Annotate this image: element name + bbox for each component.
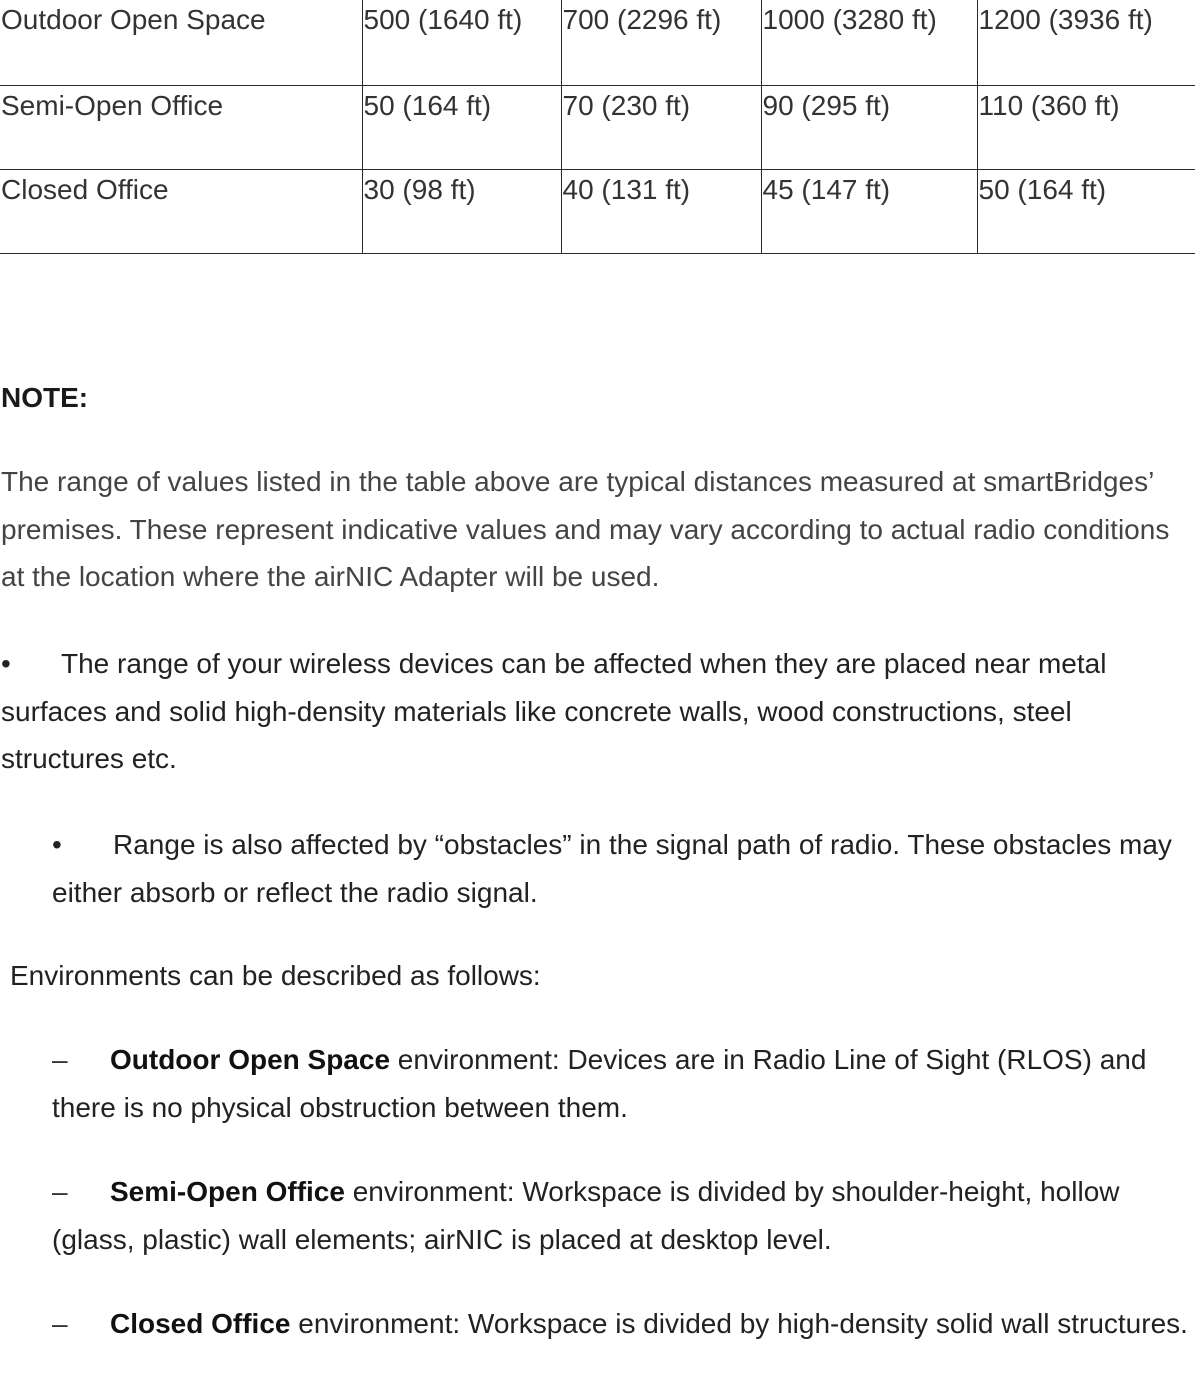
range-cell: 500 (1640 ft) [362,0,561,85]
bullet-item [52,821,1192,916]
environment-name: Outdoor Open Space [110,1044,391,1075]
range-cell: 700 (2296 ft) [561,0,761,85]
table-row [0,0,1195,85]
environment-description: environment: Workspace is divided by high-density solid wall structures. [290,1308,1188,1339]
range-cell: 110 (360 ft) [977,85,1195,169]
environment-description: environment: Workspace is divided by shoulder-height, hollow (glass, plastic) wall elements; airNIC is placed at desktop level. [52,1176,1120,1255]
bullet-text: The range of your wireless devices can be affected when they are placed near metal surfaces and solid high-density materials like concrete walls, wood constructions, steel structures etc. [1,648,1107,774]
environment-item-semi-open [52,1168,1192,1263]
environment-cell: Closed Office [0,169,362,253]
environment-cell: Outdoor Open Space [0,0,362,85]
bullet-icon: • [52,829,62,860]
range-cell: 45 (147 ft) [761,169,977,253]
range-cell: 1000 (3280 ft) [761,0,977,85]
environment-name: Closed Office [110,1308,291,1339]
note-paragraph: The range of values listed in the table above are typical distances measured at smartBridges’ premises. These represent indicative values and may vary according to actual radio conditions at the location where the airNIC Adapter will be used. [1,466,1170,592]
environment-item-closed [52,1300,1192,1348]
range-cell: 30 (98 ft) [362,169,561,253]
range-cell: 40 (131 ft) [561,169,761,253]
range-cell: 50 (164 ft) [362,85,561,169]
environment-description: environment: Devices are in Radio Line of Sight (RLOS) and there is no physical obstruction between them. [52,1044,1147,1123]
environments-intro: Environments can be described as follows: [10,960,541,991]
range-cell: 70 (230 ft) [561,85,761,169]
environment-cell: Semi-Open Office [0,85,362,169]
range-cell: 90 (295 ft) [761,85,977,169]
note-title: NOTE: [1,382,89,413]
dash-icon: – [52,1176,68,1207]
range-cell: 1200 (3936 ft) [977,0,1195,85]
dash-icon: – [52,1044,68,1075]
range-cell: 50 (164 ft) [977,169,1195,253]
bullet-text: Range is also affected by “obstacles” in the signal path of radio. These obstacles may either absorb or reflect the radio signal. [52,829,1172,908]
dash-icon: – [52,1308,68,1339]
environment-name: Semi-Open Office [110,1176,345,1207]
table-row [0,85,1195,169]
bullet-item [1,640,1191,783]
bullet-icon: • [1,648,11,679]
table-row [0,169,1195,253]
environment-item-outdoor [52,1036,1192,1131]
range-table [0,0,1195,254]
